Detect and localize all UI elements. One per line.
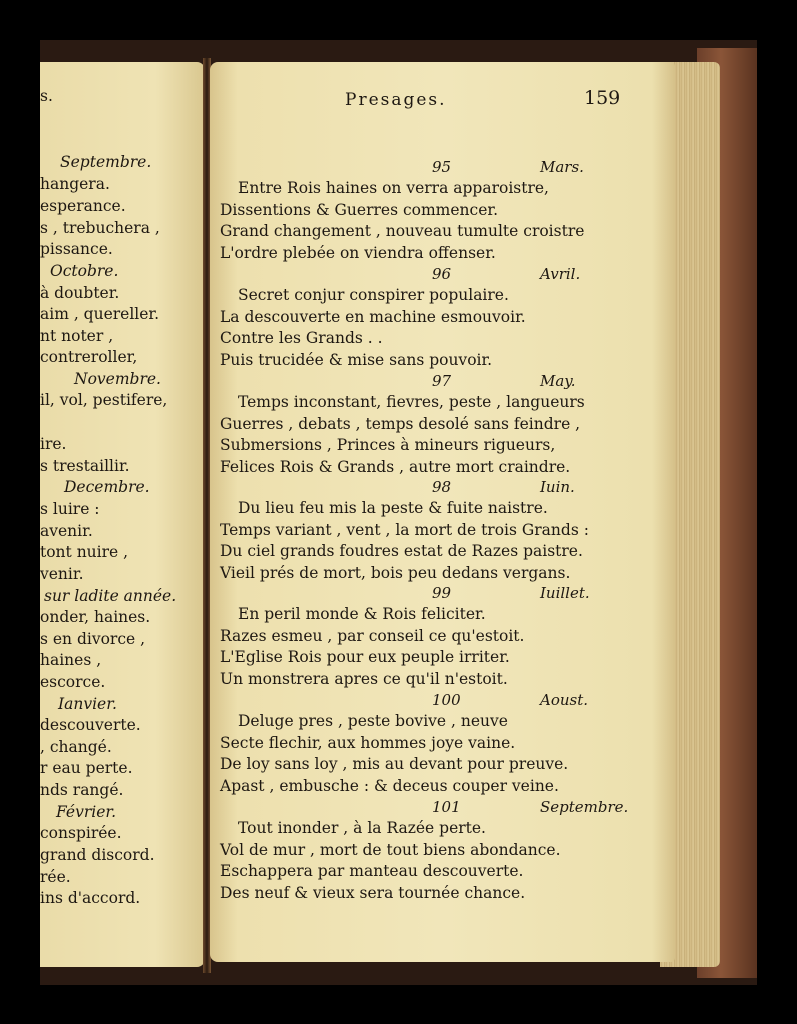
- quatrain-line: Felices Rois & Grands , autre mort craindre.: [220, 457, 571, 476]
- left-text-line: venir.: [40, 565, 84, 583]
- left-month-heading: Septembre.: [60, 153, 152, 171]
- quatrain-line: Dissentions & Guerres commencer.: [220, 200, 499, 219]
- left-text-line: ire.: [40, 435, 67, 453]
- quatrain-month: Mars.: [540, 158, 584, 176]
- left-text-line: aim , quereller.: [40, 305, 160, 323]
- left-text-line: s luire :: [40, 500, 100, 518]
- quatrain-line: Submersions , Princes à mineurs rigueurs,: [220, 436, 556, 454]
- quatrain-month: Aoust.: [540, 691, 589, 709]
- book-photo: [40, 40, 757, 985]
- left-text-line: ins d'accord.: [40, 889, 141, 907]
- quatrain-line: La descouverte en machine esmouvoir.: [220, 307, 526, 326]
- left-text-line: rée.: [40, 868, 71, 886]
- left-text-line: s en divorce ,: [40, 630, 146, 648]
- quatrain-line: L'Eglise Rois pour eux peuple irriter.: [220, 648, 510, 666]
- quatrain-line: De loy sans loy , mis au devant pour preuve.: [220, 755, 569, 773]
- quatrain-line: Un monstrera apres ce qu'il n'estoit.: [220, 669, 508, 688]
- left-text-line: s trestaillir.: [40, 457, 130, 475]
- page-number: 159: [584, 87, 621, 109]
- running-head: Presages.: [345, 90, 447, 110]
- quatrain-month: Iuillet.: [540, 584, 590, 602]
- quatrain-line: Tout inonder , à la Razée perte.: [238, 819, 486, 837]
- quatrain-line: Apast , embusche : & deceus couper veine.: [220, 776, 559, 795]
- quatrain-line: Razes esmeu , par conseil ce qu'estoit.: [220, 626, 525, 645]
- quatrain-line: Temps inconstant, fievres, peste , langueurs: [238, 393, 585, 411]
- quatrain-number: 101: [432, 798, 461, 816]
- quatrain-line: Eschappera par manteau descouverte.: [220, 862, 524, 880]
- left-text-line: descouverte.: [40, 716, 141, 734]
- left-text-line: onder, haines.: [40, 608, 151, 626]
- left-text-line: il, vol, pestifere,: [40, 391, 168, 409]
- quatrain-number: 96: [432, 265, 452, 283]
- quatrain-line: Puis trucidée & mise sans pouvoir.: [220, 350, 493, 369]
- quatrain-number: 98: [432, 478, 452, 496]
- quatrain-line: Deluge pres , peste bovive , neuve: [238, 712, 508, 730]
- quatrain-line: En peril monde & Rois feliciter.: [238, 605, 486, 623]
- quatrain-line: L'ordre plebée on viendra offenser.: [220, 243, 496, 262]
- quatrain-month: Avril.: [540, 265, 581, 283]
- left-text-line: escorce.: [40, 673, 106, 691]
- quatrain-line: Du ciel grands foudres estat de Razes paistre.: [220, 542, 583, 560]
- left-month-heading: sur ladite année.: [44, 587, 177, 605]
- left-text-line: avenir.: [40, 522, 93, 540]
- left-month-heading: Février.: [56, 803, 117, 821]
- left-text-line: r eau perte.: [40, 759, 133, 777]
- left-text-line: pissance.: [40, 240, 113, 258]
- quatrain-line: Secret conjur conspirer populaire.: [238, 286, 509, 304]
- left-text-line: s.: [40, 87, 53, 105]
- quatrain-month: Iuin.: [540, 478, 575, 496]
- quatrain-line: Vieil prés de mort, bois peu dedans vergans.: [220, 563, 571, 582]
- left-text-line: nt noter ,: [40, 327, 114, 345]
- left-text-line: contreroller,: [40, 348, 138, 366]
- left-text-line: nds rangé.: [40, 781, 124, 799]
- quatrain-line: Vol de mur , mort de tout biens abondance.: [220, 840, 561, 859]
- left-page: [40, 62, 205, 967]
- quatrain-line: Du lieu feu mis la peste & fuite naistre.: [238, 499, 548, 517]
- quatrain-line: Temps variant , vent , la mort de trois Grands :: [220, 520, 589, 539]
- left-text-line: s , trebuchera ,: [40, 219, 160, 237]
- left-month-heading: Ianvier.: [58, 695, 117, 713]
- quatrain-number: 99: [432, 584, 452, 602]
- quatrain-month: May.: [540, 372, 576, 390]
- left-text-line: haines ,: [40, 651, 102, 669]
- left-month-heading: Decembre.: [64, 478, 150, 496]
- left-text-line: esperance.: [40, 197, 126, 215]
- right-page: [210, 62, 675, 962]
- quatrain-line: Contre les Grands . .: [220, 329, 383, 347]
- quatrain-line: Grand changement , nouveau tumulte croistre: [220, 222, 585, 240]
- quatrain-number: 100: [432, 691, 461, 709]
- quatrain-line: Des neuf & vieux sera tournée chance.: [220, 883, 526, 902]
- quatrain-line: Guerres , debats , temps desolé sans feindre ,: [220, 414, 581, 433]
- left-month-heading: Novembre.: [74, 370, 161, 388]
- left-text-line: hangera.: [40, 175, 110, 193]
- left-text-line: grand discord.: [40, 846, 155, 864]
- left-text-line: , changé.: [40, 738, 112, 756]
- left-month-heading: Octobre.: [50, 262, 119, 280]
- quatrain-line: Secte flechir, aux hommes joye vaine.: [220, 733, 516, 752]
- quatrain-month: Septembre.: [540, 798, 629, 816]
- left-text-line: tont nuire ,: [40, 543, 129, 561]
- left-text-line: conspirée.: [40, 824, 122, 842]
- quatrain-number: 95: [432, 158, 452, 176]
- quatrain-number: 97: [432, 372, 452, 390]
- quatrain-line: Entre Rois haines on verra apparoistre,: [238, 179, 549, 197]
- left-text-line: à doubter.: [40, 284, 120, 302]
